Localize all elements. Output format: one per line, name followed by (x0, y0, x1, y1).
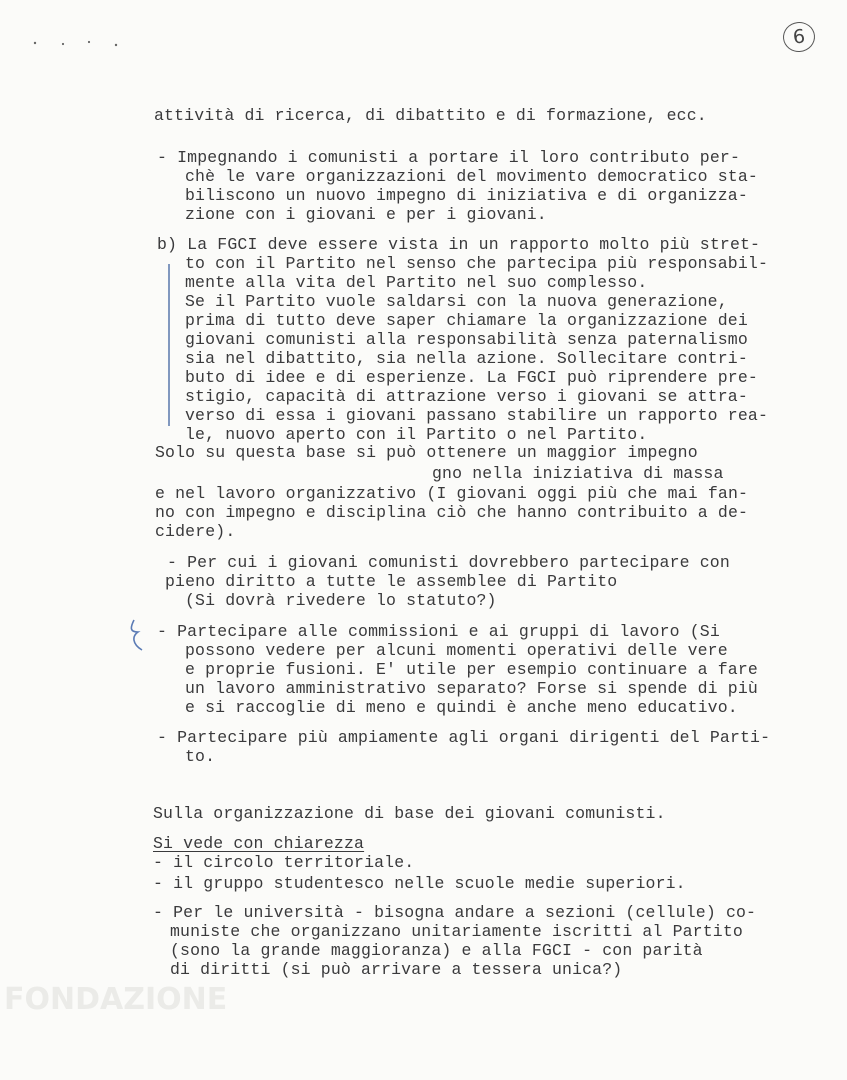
text-line: - il gruppo studentesco nelle scuole medie superiori. (153, 874, 686, 893)
text-line: - Per cui i giovani comunisti dovrebbero partecipare con (167, 553, 730, 572)
text-line: to. (185, 747, 216, 766)
text-line: - Impegnando i comunisti a portare il loro contributo per- (157, 148, 740, 167)
text-line: le, nuovo aperto con il Partito o nel Partito. (185, 425, 648, 444)
text-line: Solo su questa base si può ottenere un maggior impegno (155, 443, 698, 462)
text-line: mente alla vita del Partito nel suo complesso. (185, 273, 648, 292)
text-line: to con il Partito nel senso che partecipa più responsabil- (185, 254, 768, 273)
text-line: attività di ricerca, di dibattito e di formazione, ecc. (154, 106, 707, 125)
text-line: - il circolo territoriale. (153, 853, 415, 872)
text-line: pieno diritto a tutte le assemblee di Partito (165, 572, 618, 591)
text-line: e nel lavoro organizzativo (I giovani oggi più che mai fan- (155, 484, 749, 503)
text-line: Se il Partito vuole saldarsi con la nuova generazione, (185, 292, 728, 311)
text-line: stigio, capacità di attrazione verso i giovani se attra- (185, 387, 748, 406)
text-line: possono vedere per alcuni momenti operativi delle vere (185, 641, 728, 660)
text-line: zione con i giovani e per i giovani. (185, 205, 547, 224)
text-line: giovani comunisti alla responsabilità senza paternalismo (185, 330, 748, 349)
margin-annotation-bar (168, 264, 170, 426)
text-line: verso di essa i giovani passano stabilire un rapporto rea- (185, 406, 768, 425)
underlined-heading: Si vede con chiarezza (153, 834, 365, 853)
archive-watermark: FONDAZIONE (4, 982, 228, 1017)
text-line: biliscono un nuovo impegno di iniziativa e di organizza- (185, 186, 748, 205)
text-line: e si raccoglie di meno e quindi è anche meno educativo. (185, 698, 738, 717)
text-line: - Partecipare alle commissioni e ai gruppi di lavoro (Si (157, 622, 720, 641)
text-line: (Si dovrà rivedere lo statuto?) (185, 591, 497, 610)
text-line: di diritti (si può arrivare a tessera unica?) (170, 960, 623, 979)
text-line: e proprie fusioni. E' utile per esempio continuare a fare (185, 660, 758, 679)
text-line: b) La FGCI deve essere vista in un rapporto molto più stret- (157, 235, 761, 254)
page-number: 6 (782, 20, 817, 53)
text-line: chè le vare organizzazioni del movimento democratico sta- (185, 167, 758, 186)
section-heading: Sulla organizzazione di base dei giovani comunisti. (153, 804, 666, 823)
margin-handwritten-mark (128, 618, 148, 659)
text-line: (sono la grande maggioranza) e alla FGCI - con parità (170, 941, 703, 960)
paper-specks (32, 36, 122, 48)
text-line: sia nel dibattito, sia nella azione. Sollecitare contri- (185, 349, 748, 368)
text-line: buto di idee e di esperienze. La FGCI può riprendere pre- (185, 368, 758, 387)
text-line: - Per le università - bisogna andare a sezioni (cellule) co- (153, 903, 757, 922)
text-line: prima di tutto deve saper chiamare la organizzazione dei (185, 311, 748, 330)
text-line: cidere). (155, 522, 236, 541)
text-line: no con impegno e disciplina ciò che hanno contribuito a de- (155, 503, 749, 522)
text-line: - Partecipare più ampiamente agli organi dirigenti del Parti- (157, 728, 771, 747)
text-line: gno nella iniziativa di massa (432, 464, 724, 483)
text-line: muniste che organizzano unitariamente iscritti al Partito (170, 922, 743, 941)
text-line: un lavoro amministrativo separato? Forse si spende di più (185, 679, 758, 698)
